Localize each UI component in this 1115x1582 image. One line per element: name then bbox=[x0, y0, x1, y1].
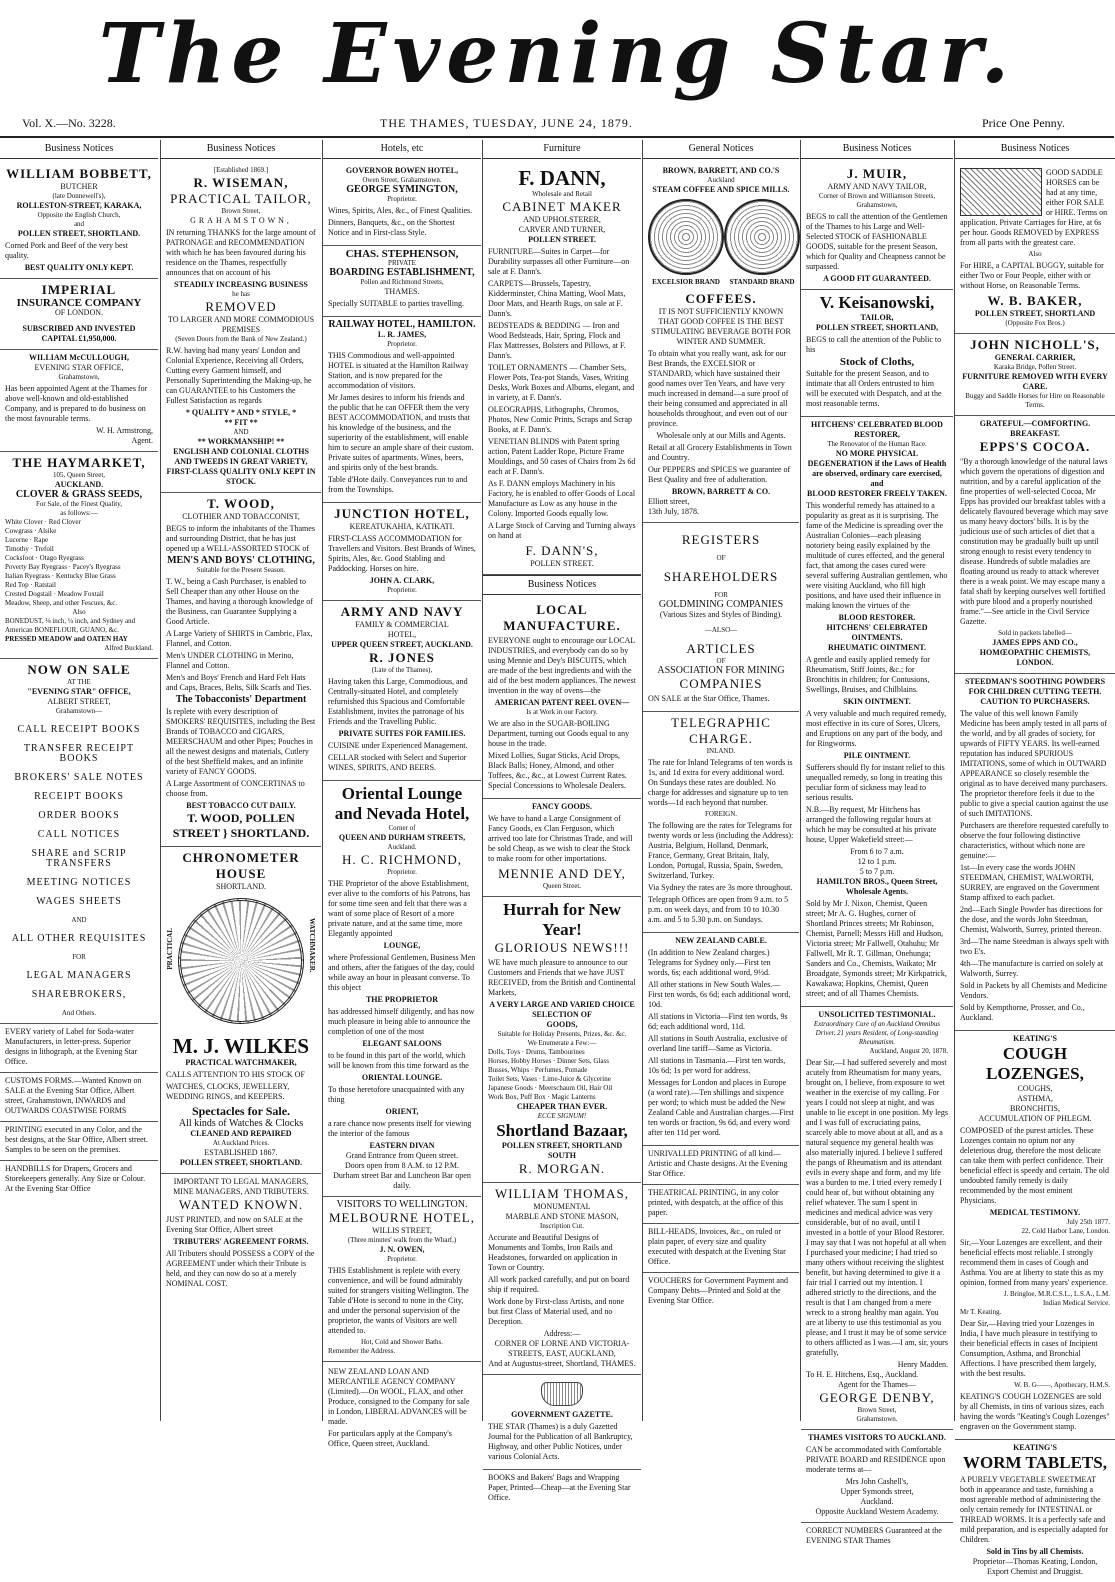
ad-army-navy-hotel: ARMY AND NAVY FAMILY & COMMERCIAL HOTEL, UPPER QUEEN STREET, AUCKLAND. R. JONES (Late of the Thames), Having taken this Large, Commodious, and Centrally-situated Hotel, and completely refurnished this Spacious and Comfortable Establishment, invites the patronage of his Friends and the Travelling Public. PRIVATE SUITES FOR FAMILIES. CUISINE under Experienced Management. CELLAR stocked with Select and Superior WINES, SPIRITS, AND BEERS. bbox=[323, 601, 481, 781]
column-header: General Notices bbox=[643, 140, 799, 159]
ad-wilkes-watchmaker: CHRONOMETER HOUSE SHORTLAND. PRACTICAL WATCHMAKER. M. J. WILKES PRACTICAL WATCHMAKER, CALLS ATTENTION TO HIS STOCK OF WATCHES, CLOCKS, JEWELLERY, WEDDING RINGS, and KEEPERS. Spectacles for Sale. All kinds of Watches & Clocks CLEANED AND REPAIRED At Auckland Prices. ESTABLISHED 1867. POLLEN STREET, SHORTLAND. bbox=[161, 847, 321, 1174]
place-date: THE THAMES, TUESDAY, JUNE 24, 1879. bbox=[380, 116, 633, 130]
column-4 bbox=[482, 140, 641, 1502]
ad-john-nicholls: JOHN NICHOLL'S, GENERAL CARRIER, Karaka Bridge, Pollen Street. FURNITURE REMOVED WITH EVERY CARE. Buggy and Saddle Horses for Hire on Reasonable Terms. bbox=[955, 334, 1115, 416]
ad-brown-barrett-coffee: BROWN, BARRETT, AND CO.'S Auckland STEAM COFFEE AND SPICE MILLS. EXCELSIOR BRAND STANDARD BRAND COFFEES. IT IS NOT SUFFICIENTLY KNOWN THAT GOOD COFFEE IS THE BEST STIMULATING BEVERAGE BOTH FOR WINTER AND SUMMER. To obtain what you really want, ask for our Best Brands, the EXCELSIOR or STANDARD, which have sustained their good names over Ten Years, and have very much increased in demand—a sure proof of their being consumed and appreciated in all households throughout, and even out of our province. Wholesale only at our Mills and Agents. Retail at all Grocery Establishments in Town and Country. Our PEPPERS and SPICES we guarantee of Best Quality and free of adulteration. BROWN, BARRETT & CO. Elliott street, 13th July, 1878. bbox=[643, 163, 799, 523]
column-2 bbox=[160, 140, 321, 1421]
column-header: Hotels, etc bbox=[323, 140, 481, 159]
dateline bbox=[0, 112, 1114, 138]
columns bbox=[0, 140, 1114, 1576]
column-header: Business Notices bbox=[161, 140, 321, 159]
column-header: Business Notices bbox=[801, 140, 953, 159]
column-header: Furniture bbox=[483, 140, 641, 159]
ad-registers: REGISTERS OF SHAREHOLDERS FOR GOLDMINING COMPANIES (Various Sizes and Styles of Binding). —ALSO— ARTICLES OF ASSOCIATION FOR MINING COMPANIES ON SALE at the Star Office, Thames. bbox=[643, 523, 799, 712]
ad-melbourne-hotel: VISITORS TO WELLINGTON. MELBOURNE HOTEL, WILLIS STREET, (Three minutes' walk from the Wharf,) J. N. OWEN, Proprietor. THIS Establishment is replete with every convenience, and will be found admirably suited for strangers visiting Wellington. The Table d'Hote is second to none in the City, and under the personal supervision of the proprietor, the wants of Visitors are well attended to. Hot, Cold and Shower Baths. Remember the Address. bbox=[323, 1197, 481, 1362]
column-7 bbox=[954, 140, 1115, 1576]
ad-handbills: HANDBILLS for Drapers, Grocers and Storekeepers generally. Any Size or Colour. At the Evening Star Office bbox=[5, 1164, 146, 1193]
standard-brand-seal bbox=[724, 199, 800, 275]
ad-now-on-sale: NOW ON SALE AT THE "EVENING STAR" OFFICE, ALBERT STREET, Grahamstown— CALL RECEIPT BOOKS TRANSFER RECEIPT BOOKS BROKERS' SALE NOTES RECEIPT BOOKS ORDER BOOKS CALL NOTICES SHARE and SCRIP TRANSFERS MEETING NOTICES WAGES SHEETS AND ALL OTHER REQUISITES FOR LEGAL MANAGERS SHAREBROKERS, And Others. bbox=[0, 659, 158, 1024]
ad-fancy-goods: FANCY GOODS. We have to hand a Large Consignment of Fancy Goods, ex Clan Ferguson, which arrived too late for Christmas Trade, and will be sold Cheap, as we wish to clear the Stock to make room for other importations. MENNIE AND DEY, Queen Street. bbox=[483, 799, 641, 897]
ad-keatings-cough-lozenges: KEATING'S COUGH LOZENGES, COUGHS, ASTHMA, BRONCHITIS, ACCUMULATION OF PHLEGM. COMPOSED of the purest articles. These Lozenges contain no opium nor any deleterious drug, therefore the most delicate can take them with perfect confidence. Their beneficial effect is speedy and certain. The old undoubted family remedy is daily recommended by the most eminent Physicians. MEDICAL TESTIMONY. July 25th 1877. 22, Cold Harbor Lane, London. Sir,—Your Lozenges are excellent, and their beneficial effects most reliable. I strongly recommend them in cases of Cough and Asthma. You are at liberty to state this as my opinion, formed from many years' experience. J. Bringloe, M.R.C.S.L., L.S.A., L.M. Indian Medical Service. Mr T. Keating. Dear Sir,—Having tried your Lozenges in India, I have much pleasure in testifying to their beneficial effects in cases of Incipient Consumption, Asthma, and Bronchial Affections. I have prescribed them largely, with the best results. W. B. G——, Apothecary, H.M.S. KEATING'S COUGH LOZENGES are sold by all Chemists, in tins of various sizes, each having the words "Keating's Cough Lozenges" engraven on the Government stamp. bbox=[955, 1031, 1115, 1440]
ad-hitchens-blood-restorer: HITCHENS' CELEBRATED BLOOD RESTORER, The Renovator of the Human Race. NO MORE PHYSICAL DEGENERATION if the Laws of Health are observed, ordinary care exercised, and BLOOD RESTORER FREELY TAKEN. This wonderful remedy has attained to a popularity as great as it is surprising. The fame of the Medicine is spreading over the Australian Colonies—each pleasing notoriety being easily explained by the multitude of cures effected, and the general fact, that among the cases cured were several suffering Australian gentlemen, who were visiting Auckland, who fill high positions, and have used their influence in making known the virtues of the BLOOD RESTORER. HITCHENS' CELEBRATED OINTMENTS. RHEUMATIC OINTMENT. A gentle and easily applied remedy for Rheumatism, Stiff Joints, &c.; for Bronchitis in children; for Contusions, Swellings, Bruises, and Chilblains. SKIN OINTMENT. A very valuable and much required remedy, most effective in its cure of Sores, Ulcers, and Eruptions on any part of the body, and for Ringworms. PILE OINTMENT. Sufferers should fly for instant relief to this unequalled remedy, so long in treating this peculiar form of sickness may lead to serious results. N.B.—By request, Mr Hitchens has arranged the following regular hours at which he may be consulted at his private house, Upper Wakefield street:— From 6 to 7 a.m. 12 to 1 p.m. 5 to 7 p.m. HAMILTON BROS., Queen Street, Wholesale Agents. Sold by Mr J. Nixon, Chemist, Queen street; Mr A. G. Hughes, corner of Shortland Princes streets; Mr Robinson, Chemist, Parnell; Messrs Hill and Hudson, Victoria street; Mr Fallwell, Otahuhu; Mr Fallwell, Mr R. T. Gillman, Onehunga; Sanders and Co., Chemists, Waikato; Mr Broadgate, Symonds street; Mr Kirkpatrick, Kawakawa; Hopkins, Chemist, Queen street; and of all Thames Chemists. bbox=[801, 417, 953, 1007]
ad-nz-loan-agency: NEW ZEALAND LOAN AND MERCANTILE AGENCY COMPANY (Limited).—On WOOL, FLAX, and other Produce, consigned to the Company for sale in London, LIBERAL ADVANCES will be made. For particulars apply at the Company's Office, Queen street, Auckland. bbox=[328, 1367, 470, 1448]
ad-keisanowski: V. Keisanowski, TAILOR, POLLEN STREET, SHORTLAND, BEGS to call the attention of the Public to his Stock of Cloths, Suitable for the present Season, and to intimate that all Orders entrusted to him will be executed with Despatch, and at the most reasonable terms. bbox=[801, 290, 953, 417]
column-1 bbox=[0, 140, 158, 1421]
ad-labels: EVERY variety of Label for Soda-water Manufacturers, in letter-press. Superior designs in lithograph, at the Evening Star Office. bbox=[0, 1024, 158, 1073]
ad-t-wood: T. WOOD, CLOTHIER AND TOBACCONIST, BEGS to inform the inhabitants of the Thames and surrounding District, that he has just opened up a WELL-ASSORTED STOCK of MEN'S AND BOYS' CLOTHING, Suitable for the Present Season. T. W., being a Cash Purchaser, is enabled to Sell Cheaper than any other House on the Thames, and having a thorough knowledge of the Business, can Guarantee Supplying a Good Article. A Large Variety of SHIRTS in Cambric, Flax, Flannel, and Cotton. Men's UNDER CLOTHING in Merino, Flannel and Cotton. Men's and Boys' French and Hard Felt Hats and Caps, Braces, Belts, Silk Scarfs and Ties. The Tobacconists' Department Is replete with every description of SMOKERS' REQUISITES, including the Best Brands of TOBACCO and CIGARS, MEERSCHAUM and other Pipes; Pouches in all the newest designs and materials, Cutlery of the best Sheffield makes, and an infinite variety of FANCY GOODS. A Large Assortment of CONCERTINAS to choose from. BEST TOBACCO CUT DAILY. T. WOOD, POLLEN STREET } SHORTLAND. bbox=[161, 493, 321, 847]
ad-testimonial: UNSOLICITED TESTIMONIAL. Extraordinary Cure of an Auckland Omnibus Driver, 21 years Resident, of Long-standing Rheumatism. Auckland, August 20, 1878. Dear Sir,—I had suffered severely and most acutely from Rheumatism for many years, brought on, I believe, from exposure to wet weather in the exercise of my calling. For years I could not sleep at night, and was unable to lie except in one position. My legs and I was full of excruciating pains, scarcely able to move about at all, and as a natural sequence my general health was also materially injured. I believe I suffered the pangs of Rheumatism and its attendant evils in every shape and form, and my life was a burden to me. I tried every remedy I could hear of, but without obtaining any relief whatever. The sum I spent in medicines and medical advice was very considerable, but of no avail, until I invested in a bottle of your Blood Restorer. I may say that I was not hopeful at all when I purchased your medicine; I had tried so many others without receiving the slightest benefit, but having determined to give it a fair trial I carried out my intention. I adhered strictly to the directions, and the result is that I am changed from a mere wreck to a strong healthy man again. You are at liberty to use this testimonial as you please, and I trust it may be of some service to others afflicted as I was.—I am, sir, yours gratefully, Henry Madden. To H. E. Hitchens, Esq., Auckland. Agent for the Thames— GEORGE DENBY, Brown Street, Grahamstown. bbox=[801, 1007, 953, 1430]
ad-government-gazette: GOVERNMENT GAZETTE. THE STAR (Thames) is a duly Gazetted Journal for the Publication of all Bankruptcy, Highway, and other Public Notices, under various Colonial Acts. bbox=[483, 1375, 641, 1470]
chronometer-image bbox=[178, 898, 304, 1024]
ad-william-thomas: WILLIAM THOMAS, MONUMENTAL MARBLE AND STONE MASON, Inscription Cut. Accurate and Beautiful Designs of Monuments and Tombs, Iron Rails and Headstones, forwarded on application in Town or Country. All work packed carefully, and put on board ship if required. Work done by First-class Artists, and none but first Class of Material used, and no Deception. Address:— CORNER OF LORNE AND VICTORIA-STREETS, EAST, AUCKLAND, And at Augustus-street, Shortland, THAMES. bbox=[483, 1183, 641, 1375]
ad-j-muir: J. MUIR, ARMY AND NAVY TAILOR, Corner of Brown and Williamson Streets, Grahamstown, BEGS to call the attention of the Gentlemen of the Thames to his Large and Well-Selected STOCK of FASHIONABLE GOODS, suitable for the present Season, which for Quality and Cheapness cannot be surpassed. A GOOD FIT GUARANTEED. bbox=[801, 163, 953, 290]
ad-unrivalled-printing: UNRIVALLED PRINTING of all kind—Artistic and Chaste designs. At the Evening Star Office. bbox=[643, 1146, 799, 1185]
ad-railway-hotel: RAILWAY HOTEL, HAMILTON. L. R. JAMES, Proprietor. THIS Commodious and well-appointed HOTEL is situated at the Hamilton Railway Station, and is now prepared for the accommodation of visitors. Mr James desires to inform his friends and the public that he can OFFER them the very BEST ACCOMMODATION, and trusts that his knowledge of the business, and the superiority of the establishment, will enable him to secure an ample share of their custom. Private suites of apartments. Wines, beers, and spirits only of the best brands. Table d'Hote daily. Conveyances run to and from the Townships. bbox=[323, 317, 481, 503]
ad-governor-bowen-hotel: GOVERNOR BOWEN HOTEL, Owen Street, Grahamstown. GEORGE SYMINGTON, Proprietor. Wines, Spirits, Ales, &c., of Finest Qualities. Dinners, Banquets, &c., on the Shortest Notice and in First-class Style. bbox=[323, 163, 481, 246]
ad-oriental-lounge: Oriental Lounge and Nevada Hotel, Corner of QUEEN AND DURHAM STREETS, Auckland. H. C. RICHMOND, Proprietor. THE Proprietor of the above Establishment, ever alive to the comforts of his Patrons, has for some time seen and felt that there was a want of some place of Resort of a more private nature, and at the same time, more Elegantly appointed LOUNGE, where Professional Gentlemen, Business Men and others, after the fatigues of the day, could while away an hour in pleasant converse. To this object THE PROPRIETOR has addressed himself diligently, and has now much pleasure in being able to announce the completion of one of the most ELEGANT SALOONS to be found in this part of the world, which will be known from this time forward as the ORIENTAL LOUNGE. To those heretofore unacquainted with any thing ORIENT, a rare chance now presents itself for viewing the interior of the famous EASTERN DIVAN Grand Entrance from Queen street. Doors open from 8 A.M. to 12 P.M. Durham street Bar and Luncheon Bar open daily. bbox=[323, 781, 481, 1197]
price: Price One Penny. bbox=[982, 116, 1065, 130]
ad-books-bags: BOOKS and Bakers' Bags and Wrapping Paper, Printed—Cheap—at the Evening Star Office. bbox=[488, 1473, 631, 1502]
column-header: Business Notices bbox=[955, 140, 1115, 159]
ad-steedman-powders: STEEDMAN'S SOOTHING POWDERS FOR CHILDREN CUTTING TEETH. CAUTION TO PURCHASERS. The value of this well known Family Medicine has been amply tested in all parts of the world, and by all grades of society, for upwards of FIFTY YEARS. Its well-earned reputation has induced SPURIOUS IMITATIONS, some of which in OUTWARD APPEARANCE so closely resemble the original as to have deceived many purchasers. The proprietor therefore feels it due to the public to give a special caution against the use of such IMITATIONS. Purchasers are therefore requested carefully to observe the four following distinctive characteristics, without which none are genuine:— 1st—In every case the words JOHN STEEDMAN, CHEMIST, WALWORTH, SURREY, are engraved on the Government Stamp affixed to each packet. 2nd—Each Single Powder has directions for the dose, and the words John Steedman, Chemist, Walworth, Surrey, printed thereon. 3rd—The name Steedman is always spelt with two E's. 4th—The manufacture is carried on solely at Walworth, Surrey. Sold in Packets by all Chemists and Medicine Vendors. Sold by Kempthorne, Prosser, and Co., Auckland. bbox=[955, 674, 1115, 1031]
ad-w-b-baker: GOOD SADDLE HORSES can be had at any time, either FOR SALE or HIRE. Terms on application. Private Carriages for Hire, at 6s per hour. Goods REMOVED by EXPRESS from all parts with the greatest care. Also For HIRE, a CAPITAL BUGGY, suitable for either Two or Four People, either with or without Horse, on Reasonable Terms. W. B. BAKER, POLLEN STREET, SHORTLAND (Opposite Fox Bros.) bbox=[955, 163, 1115, 334]
column-3 bbox=[322, 140, 481, 1448]
column-6 bbox=[800, 140, 953, 1545]
ad-imperial-insurance: IMPERIAL INSURANCE COMPANY OF LONDON. SUBSCRIBED AND INVESTED CAPITAL £1,950,000. bbox=[0, 279, 158, 350]
column-5 bbox=[642, 140, 799, 1421]
column-subheader: Business Notices bbox=[483, 575, 641, 595]
ad-printing: PRINTING executed in any Color, and the best designs, at the Star Office, Albert street. Samples to be seen on the premises. bbox=[0, 1122, 158, 1161]
ad-junction-hotel: JUNCTION HOTEL, KEREATUKAHIA, KATIKATI. FIRST-CLASS ACCOMMODATION for Travellers and Visitors. Best Brands of Wines, Spirits, Ales, &c. Good Stabling and Paddocking. Horses on hire. JOHN A. CLARK, Proprietor. bbox=[323, 503, 481, 601]
coat-of-arms-icon bbox=[541, 1382, 583, 1406]
ad-stephenson-boarding: CHAS. STEPHENSON, PRIVATE BOARDING ESTABLISHMENT, Pollen and Richmond Streets, THAMES. Specially SUITABLE to parties travelling. bbox=[323, 246, 481, 317]
ad-epps-cocoa: GRATEFUL—COMFORTING. BREAKFAST. EPPS'S COCOA. "By a thorough knowledge of the natural laws which govern the operations of digestion and nutrition, and by a careful application of the fine properties of well-selected Cocoa, Mr Epps has provided our breakfast tables with a delicately flavoured beverage which may save us many heavy doctors' bills. It is by the judicious use of such articles of diet that a constitution may be gradually built up until strong enough to resist every tendency to disease. Hundreds of subtle maladies are floating around us ready to attack wherever there is a weak point. We may escape many a fatal shaft by keeping ourselves well fortified with pure blood and a properly nourished frame."—See article in the Civil Service Gazette. Sold in packets labelled— JAMES EPPS AND CO., HOMŒOPATHIC CHEMISTS, LONDON. bbox=[955, 416, 1115, 674]
ad-keatings-worm-tablets: KEATING'S WORM TABLETS, A PURELY VEGETABLE SWEETMEAT both in appearance and taste, furnishing a most agreeable method of administering the only certain remedy for INTESTINAL or THREAD WORMS. It is a perfectly safe and mild preparation, and is especially adapted for Children. Sold in Tins by all Chemists. Proprietor—Thomas Keating, London, Export Chemist and Druggist. bbox=[960, 1443, 1109, 1576]
volume-number: Vol. X.—No. 3228. bbox=[22, 116, 116, 130]
excelsior-brand-seal bbox=[648, 199, 724, 275]
ad-customs-forms: CUSTOMS FORMS.—Wanted Known on SALE at the Evening Star Office, Albert street, Grahamstown, INWARDS and OUTWARDS COASTWISE FORMS bbox=[0, 1073, 158, 1122]
ad-f-dann: F. DANN, Wholesale and Retail CABINET MAKER AND UPHOLSTERER, CARVER AND TURNER, POLLEN STREET. FURNITURE—Suites in Carpet—for Durability surpasses all other Furniture—on sale at F. Dann's. CARPETS—Brussels, Tapestry, Kidderminster, China Matting, Wool Mats, Door Mats, and Hearth Rugs, on sale at F. Dann's. BEDSTEADS & BEDDING — Iron and Wood Bedsteads, Hair, Spring, Flock and Flax Mattresses, Bolsters and Pillows, at F. Dann's. TOILET ORNAMENTS — Chamber Sets, Flower Pots, Tea-pot Stands, Vases, Writing Desks, Work Boxes and Albums, elegant, and in variety, at F. Dann's. OLEOGRAPHS, Lithographs, Chromos, Photos, New Comic Prints, Scraps and Scrap Books, at F. Dann's. VENETIAN BLINDS with Patent spring action, Patent Ladder Rope, Picture Frame Mouldings, and 50 cases of Chairs from 2s 6d each at F. Dann's. As F. DANN employs Machinery in his Factory, he is enabled to offer Goods of Local Manufacture as Low as any house in the Colony. Imported Goods equally low. A Large Stock of Carving and Turning always on hand at F. DANN'S, POLLEN STREET. bbox=[483, 163, 641, 575]
ad-thames-visitors: THAMES VISITORS TO AUCKLAND. CAN be accommodated with Comfortable PRIVATE BOARD and RESIDENCE upon moderate terms at— Mrs John Cashell's, Upper Symonds street, Auckland. Opposite Auckland Western Academy. bbox=[801, 1430, 953, 1523]
ad-theatrical-printing: THEATRICAL PRINTING, in any color printed, with despatch, at the office of this paper. bbox=[643, 1185, 799, 1224]
ad-haymarket: THE HAYMARKET, 105, Queen Street, AUCKLAND. CLOVER & GRASS SEEDS, For Sale, of the Finest Quality, as follows:— White Clover · Red Clover Cowgrass · Alsike Lucerne · Rape Timothy · Trefoil Cocksfoot · Otago Ryegrass Poverty Bay Ryegrass · Pacey's Ryegrass Italian Ryegrass · Kentucky Blue Grass Red Top · Ratstail Crested Dogstail · Meadow Foxtail Meadow, Sheep, and other Fescues, &c. Also BONEDUST, ⅛ inch, ¼ inch, and Sydney and American BONEFLOUR, GUANO, &c. PRESSED MEADOW and OATEN HAY Alfred Buckland. bbox=[0, 452, 158, 659]
newspaper-title: The Evening Star. bbox=[98, 6, 1016, 102]
ad-correct-numbers: CORRECT NUMBERS Guaranteed at the EVENING STAR Thames bbox=[806, 1526, 942, 1545]
ad-vouchers: VOUCHERS for Government Payment and Company Debts—Printed and Sold at the Evening Star Office. bbox=[648, 1276, 788, 1305]
column-header: Business Notices bbox=[0, 140, 158, 159]
horse-carriage-image bbox=[960, 168, 1042, 216]
ad-tributers: IMPORTANT TO LEGAL MANAGERS, MINE MANAGERS, AND TRIBUTERS. WANTED KNOWN. JUST PRINTED, and now on SALE at the Evening Star Office, Albert street TRIBUTERS' AGREEMENT FORMS. All Tributers should POSSESS a COPY of the AGREEMENT under which their Tribute is held, and they can now do so at a merely NOMINAL COST. bbox=[166, 1177, 315, 1288]
ad-wiseman: [Established 1869.] R. WISEMAN, PRACTICAL TAILOR, Brown Street, GRAHAMSTOWN, IN returning THANKS for the large amount of PATRONAGE and RECOMMENDATION with which he has been favoured during his residence on the Thames, respectfully announces that on account of his STEADILY INCREASING BUSINESS he has REMOVED TO LARGER AND MORE COMMODIOUS PREMISES (Seven Doors from the Bank of New Zealand.) R.W. having had many years' London and Colonial Experience, Receiving all Orders, Cutting every Garment himself, and Personally Superintending the Making-up, he can GUARANTEE to his Customers the Fullest Satisfaction as regards * QUALITY * AND * STYLE, * ** FIT ** AND ** WORKMANSHIP! ** ENGLISH AND COLONIAL CLOTHS AND TWEEDS IN GREAT VARIETY, FIRST-CLASS QUALITY ONLY KEPT IN STOCK. bbox=[161, 163, 321, 493]
ad-telegraphic-charge: TELEGRAPHIC CHARGE. INLAND. The rate for Inland Telegrams of ten words is 1s, and 1d extra for every additional word. On Sundays these rates are doubled. No charge for addresses and signature up to ten words—1d each beyond that number. FOREIGN. The following are the rates for Telegrams for twenty words or less (including the Address): Austria, Belgium, Holland, Denmark, France, Germany, Great Britain, Italy, London, Portugal, Russia, Spain, Sweden, Switzerland, Turkey. Via Sydney the rates are 3s more throughout. Telegraph Offices are open from 9 a.m. to 5 p.m. on week days, and from 10 to 10.30 a.m. and 5 to 5.30 p.m. on Sundays. bbox=[643, 712, 799, 933]
masthead bbox=[0, 0, 1114, 112]
ad-nz-cable: NEW ZEALAND CABLE. (In addition to New Zealand charges.) Telegrams for Sydney only.—First ten words, 6s; each additional word, 9½d. All other stations in New South Wales.—First ten words, 6s 6d; each additional word, 10d. All stations in Victoria—First ten words, 9s 6d; each additional word, 11d. All stations in South Australia, exclusive of overland line tariff—Same as Victoria. All stations in Tasmania.—First ten words, 10s 6d; 1s per word for address. Messages for London and places in Europe (a word rate).—Ten shillings and sixpence per word; to which must be added the New Zealand Cable and Australian charges.—First ten words or fraction, 9s 6d, and every word after ten 11d per word. bbox=[643, 933, 799, 1146]
ad-bobbett: WILLIAM BOBBETT, BUTCHER (late Donnewell's), ROLLESTON-STREET, KARAKA, Opposite the English Church, and POLLEN STREET, SHORTLAND. Corned Pork and Beef of the very best quality. BEST QUALITY ONLY KEPT. bbox=[0, 163, 158, 279]
ad-local-manufacture: LOCAL MANUFACTURE. EVERYONE ought to encourage our LOCAL INDUSTRIES, and everybody can do so by using Mennie and Dey's BISCUITS, which are made of the best ingredients and with the aid of the best modern appliances. The newest invention in the way of ovens—the AMERICAN PATENT REEL OVEN— Is at Work in our Factory. We are also in the SUGAR-BOILING Department, turning out Goods equal to any house in the trade. Mixed Lollies, Sugar Sticks, Acid Drops, Black Balls; Honey, Almond, and other Toffees, &c., &c., at Lowest Current Rates. Special Concessions to Wholesale Dealers. bbox=[483, 599, 641, 799]
ad-bill-heads: BILL-HEADS, Invoices, &c., on ruled or plain paper, of every size and quality executed with despatch at the Evening Star Office. bbox=[643, 1224, 799, 1273]
ad-shortland-bazaar: Hurrah for New Year! GLORIOUS NEWS!!! WE have much pleasure to announce to our Customers and Friends that we have JUST RECEIVED, from the British and Continental Markets, A VERY LARGE AND VARIED CHOICE SELECTION OF GOODS, Suitable for Holiday Presents, Prizes, &c. &c. We Enumerate a Few:— Dolls, Toys · Drums, Tambourines Horses, Hobby Horses · Dinner Sets, Glass Busses, Whips · Perfumes, Pomade Toilet Sets, Vases · Lime-Juice & Glycerine Japanese Goods · Meerschaum Oil, Hair Oil Work Box, Puff Box · Magic Lanterns CHEAPER THAN EVER. ECCE SIGNUM! Shortland Bazaar, POLLEN STREET, SHORTLAND SOUTH R. MORGAN. bbox=[483, 897, 641, 1183]
ad-mccullough: WILLIAM McCULLOUGH, EVENING STAR OFFICE, Grahamstown, Has been appointed Agent at the Thames for above well-known and old-established Company, and is prepared to do business on the most favourable terms. W. H. Armstrong, Agent. bbox=[0, 350, 158, 452]
